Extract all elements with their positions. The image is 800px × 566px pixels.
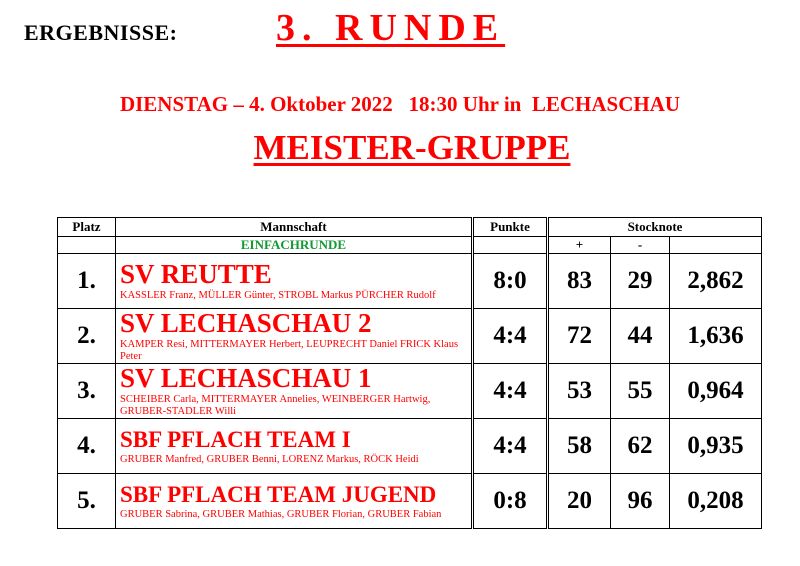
minus-cell: 55 bbox=[611, 364, 670, 419]
table-row bbox=[58, 419, 762, 474]
points-cell: 0:8 bbox=[474, 474, 547, 529]
subheader-blank bbox=[58, 237, 116, 254]
header-minus: - bbox=[611, 237, 670, 254]
points-cell: 4:4 bbox=[474, 309, 547, 364]
team-players: GRUBER Sabrina, GRUBER Mathias, GRUBER Florian, GRUBER Fabian bbox=[120, 508, 442, 520]
place-cell: 4. bbox=[58, 419, 116, 474]
place-cell: 1. bbox=[58, 254, 116, 309]
points-cell: 4:4 bbox=[474, 364, 547, 419]
header-platz: Platz bbox=[58, 218, 116, 237]
team-cell bbox=[116, 474, 472, 529]
team-players: GRUBER Manfred, GRUBER Benni, LORENZ Markus, RÖCK Heidi bbox=[120, 453, 419, 465]
table-row bbox=[58, 474, 762, 529]
team-name: SV LECHASCHAU 2 bbox=[120, 307, 372, 338]
subheader-blank bbox=[474, 237, 547, 254]
subheader-blank bbox=[670, 237, 762, 254]
header-punkte: Punkte bbox=[474, 218, 547, 237]
table-row bbox=[58, 364, 762, 419]
stocknote-cell: 0,964 bbox=[670, 364, 762, 419]
plus-cell: 20 bbox=[549, 474, 611, 529]
minus-cell: 44 bbox=[611, 309, 670, 364]
header-mode: EINFACHRUNDE bbox=[116, 237, 472, 254]
plus-cell: 53 bbox=[549, 364, 611, 419]
header-stocknote: Stocknote bbox=[549, 218, 762, 237]
header-mannschaft: Mannschaft bbox=[116, 218, 472, 237]
table-row bbox=[58, 309, 762, 364]
group-title: MEISTER-GRUPPE bbox=[253, 128, 571, 167]
plus-cell: 58 bbox=[549, 419, 611, 474]
team-name: SBF PFLACH TEAM JUGEND bbox=[120, 481, 437, 507]
team-cell bbox=[116, 254, 472, 309]
team-cell bbox=[116, 309, 472, 364]
team-players: KAMPER Resi, MITTERMAYER Herbert, LEUPRECHT Daniel FRICK Klaus Peter bbox=[120, 338, 459, 362]
team-players: KASSLER Franz, MÜLLER Günter, STROBL Markus PÜRCHER Rudolf bbox=[120, 289, 436, 301]
team-name: SBF PFLACH TEAM I bbox=[120, 426, 351, 452]
date-line: DIENSTAG – 4. Oktober 2022 18:30 Uhr in LECHASCHAU bbox=[119, 92, 681, 116]
minus-cell: 96 bbox=[611, 474, 670, 529]
minus-cell: 29 bbox=[611, 254, 670, 309]
place-cell: 3. bbox=[58, 364, 116, 419]
place-cell: 5. bbox=[58, 474, 116, 529]
results-table bbox=[57, 217, 762, 529]
points-cell: 8:0 bbox=[474, 254, 547, 309]
subheader-row bbox=[58, 237, 762, 254]
team-name: SV LECHASCHAU 1 bbox=[120, 362, 372, 393]
header-plus: + bbox=[549, 237, 611, 254]
stocknote-cell: 0,935 bbox=[670, 419, 762, 474]
stocknote-cell: 0,208 bbox=[670, 474, 762, 529]
results-label: ERGEBNISSE: bbox=[24, 20, 178, 45]
team-cell bbox=[116, 419, 472, 474]
stocknote-cell: 2,862 bbox=[670, 254, 762, 309]
team-cell bbox=[116, 364, 472, 419]
team-name: SV REUTTE bbox=[120, 258, 272, 289]
minus-cell: 62 bbox=[611, 419, 670, 474]
plus-cell: 83 bbox=[549, 254, 611, 309]
team-players: SCHEIBER Carla, MITTERMAYER Annelies, WEINBERGER Hartwig, GRUBER-STADLER Willi bbox=[120, 393, 431, 417]
round-title: 3. RUNDE bbox=[276, 7, 506, 49]
place-cell: 2. bbox=[58, 309, 116, 364]
points-cell: 4:4 bbox=[474, 419, 547, 474]
table-row bbox=[58, 254, 762, 309]
header-row bbox=[58, 218, 762, 237]
stocknote-cell: 1,636 bbox=[670, 309, 762, 364]
plus-cell: 72 bbox=[549, 309, 611, 364]
